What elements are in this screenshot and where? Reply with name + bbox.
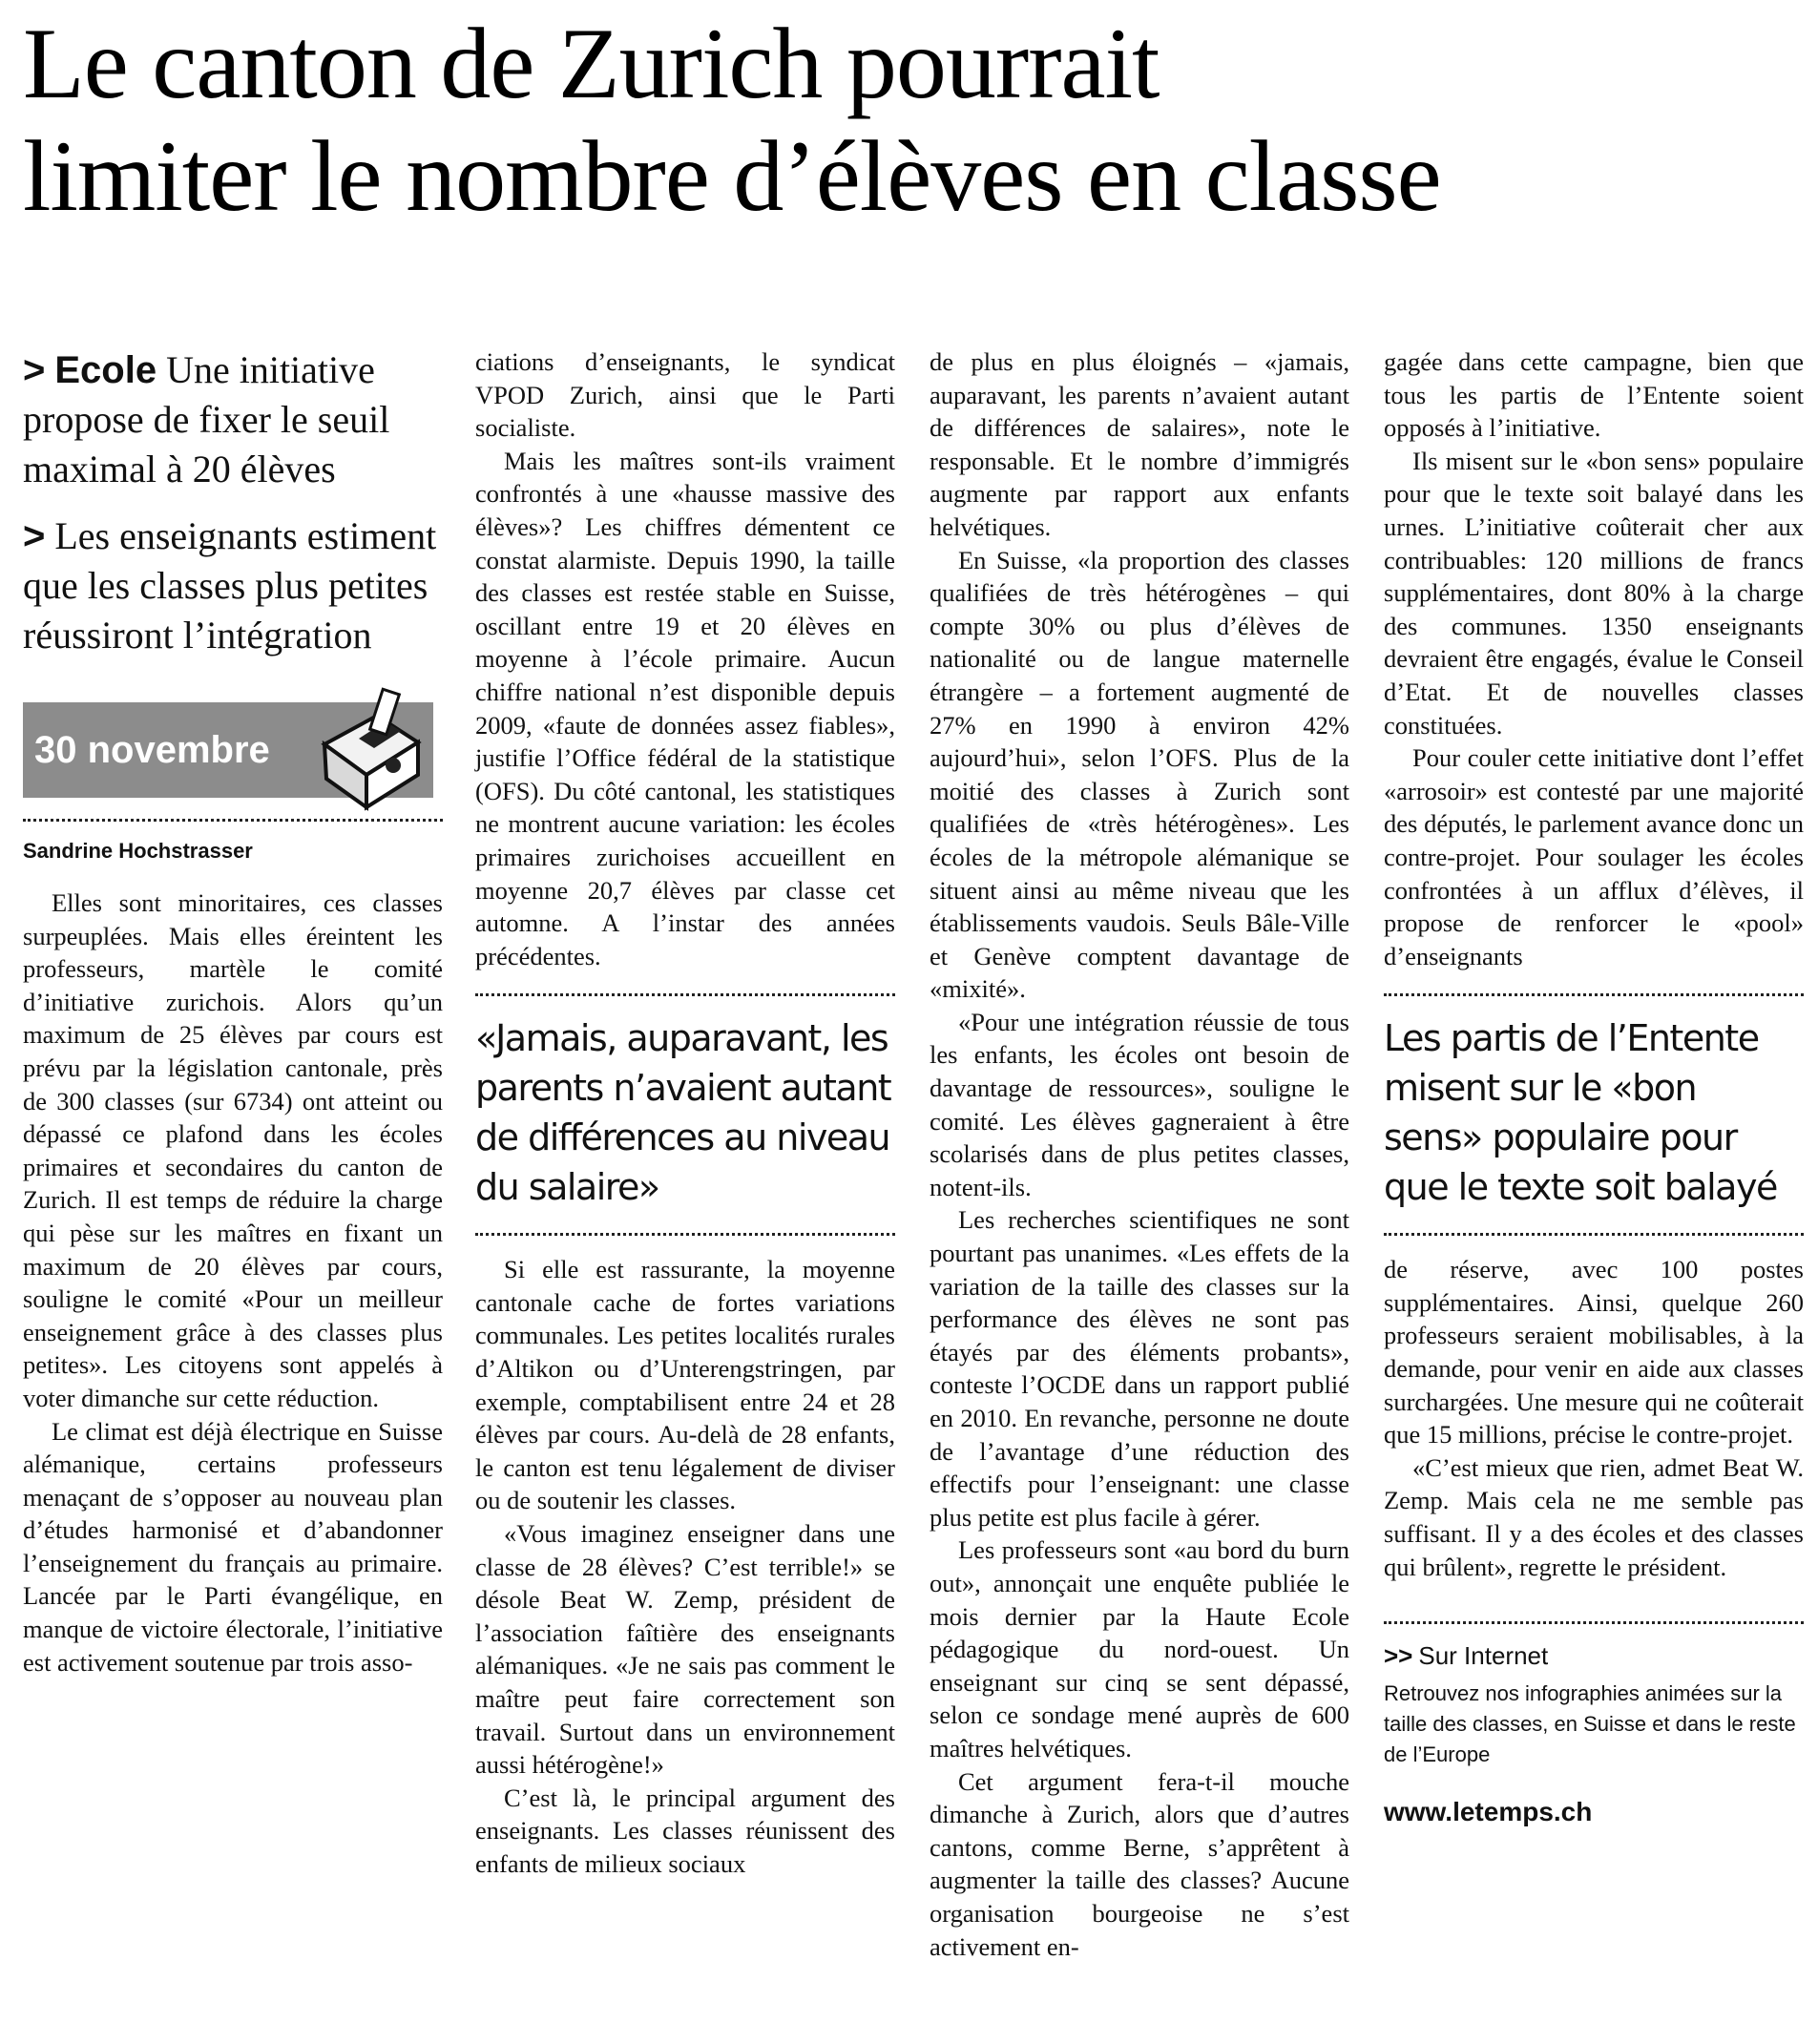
article-body-col2-top xyxy=(475,345,895,972)
paragraph: «C’est mieux que rien, admet Beat W. Zemp. Mais cela ne me semble pas suffisant. Il y a des écoles et des classes qui brûlent», regrette le président. xyxy=(1384,1452,1804,1581)
lead-arrow: > xyxy=(23,515,46,557)
ballot-box-icon xyxy=(305,687,429,811)
chevron-right-icon: >> xyxy=(1384,1641,1413,1671)
internet-sidebar xyxy=(1384,1641,1804,1827)
paragraph: Les professeurs sont «au bord du burn out», annonçait une enquête publiée le mois dernier par la Haute Ecole pédagogique du nord-ouest. Un enseignant sur cinq se sent dépassé, selon ce sondage mené auprès de 600 maîtres helvétiques. xyxy=(930,1535,1349,1762)
paragraph: Pour couler cette initiative dont l’effet «arrosoir» est contesté par une majorité des députés, le parlement avance donc un contre-projet. Pour soulager les écoles confrontées à un afflux d’élèves, il propose de renforcer le «pool» d’enseignants xyxy=(1384,743,1804,970)
lead-summary xyxy=(23,345,443,660)
article-body-col2-bottom xyxy=(475,1253,895,1880)
paragraph: «Vous imaginez enseigner dans une classe de 28 élèves? C’est terrible!» se désole Beat W. Zemp, président de l’association faîtière des enseignants alémaniques. «Je ne sais pas comment le maître peut faire correctement son travail. Surtout dans un environnement aussi hétérogène!» xyxy=(475,1519,895,1780)
divider xyxy=(1384,1621,1804,1624)
pull-quote: «Jamais, auparavant, les parents n’avaient autant de différences au niveau du salaire» xyxy=(475,1017,891,1209)
paragraph: Ils misent sur le «bon sens» populaire pour que le texte soit balayé dans les urnes. L’initiative coûterait cher aux contribuables: 120 millions de francs supplémentaires, dont 80% à la charge des communes. 1350 enseignants devraient être engagés, évalue le Conseil d’Etat. Et de nouvelles classes constituées. xyxy=(1384,446,1804,740)
headline xyxy=(23,8,1798,233)
article-body-col3 xyxy=(930,345,1349,1963)
article-body-col4-bottom xyxy=(1384,1253,1804,1583)
lead-item-2-text: Les enseignants estiment que les classes plus petites réussiront l’intégration xyxy=(23,514,437,657)
paragraph: Cet argument fera-t-il mouche dimanche à Zurich, alors que d’autres cantons, comme Berne, s’apprêtent à augmenter la taille des classes? Aucune organisation bourgeoise ne s’est activement en- xyxy=(930,1766,1349,1961)
lead-item-1-text: Une initiative propose de fixer le seuil maximal à 20 élèves xyxy=(23,348,390,490)
paragraph: Si elle est rassurante, la moyenne cantonale cache de fortes variations communales. Les petites localités rurales d’Altikon ou d’Unterengstringen, par exemple, comptabilisent entre 24 et 28 élèves par cours. Au-delà de 28 enfants, le canton est tenu légalement de diviser ou de soutenir les classes. xyxy=(475,1255,895,1515)
paragraph: «Pour une intégration réussie de tous les enfants, les écoles ont besoin de davantage de ressources», souligne le comité. Les élèves gagneraient à être scolarisés dans de plus petites classes, notent-ils. xyxy=(930,1007,1349,1201)
headline-line-2: limiter le nombre d’élèves en classe xyxy=(23,120,1441,232)
lead-keyword: Ecole xyxy=(54,349,157,391)
website-link[interactable]: www.letemps.ch xyxy=(1384,1797,1593,1827)
column-4 xyxy=(1384,345,1804,1827)
paragraph: Elles sont minoritaires, ces classes surpeuplées. Mais elles éreintent les professeurs, martèle le comité d’initiative zurichois. Alors qu’un maximum de 25 élèves par cours est prévu par la législation cantonale, près de 300 classes (sur 6734) ont atteint ou dépassé ce plafond dans les écoles primaires et secondaires du canton de Zurich. Il est temps de réduire la charge qui pèse sur les maîtres en fixant un maximum de 20 élèves par cours, souligne le comité «Pour un meilleur enseignement grâce à des classes plus petites». Les citoyens sont appelés à voter dimanche sur cette réduction. xyxy=(23,888,443,1412)
divider xyxy=(1384,1233,1804,1236)
lead-item-1 xyxy=(23,345,443,494)
internet-sidebar-label: Sur Internet xyxy=(1418,1641,1549,1671)
paragraph: Le climat est déjà électrique en Suisse alémanique, certains professeurs menaçant de s’opposer au nouveau plan d’études harmonisé et d’abandonner l’enseignement du français au primaire. Lancée par le Parti évangélique, en manque de victoire électorale, l’initiative est activement soutenue par trois asso- xyxy=(23,1416,443,1677)
divider xyxy=(475,1233,895,1236)
column-2 xyxy=(475,345,895,1881)
paragraph: Mais les maîtres sont-ils vraiment confrontés à une «hausse massive des élèves»? Les chiffres démentent ce constat alarmiste. Depuis 1990, la taille des classes est restée stable en Suisse, oscillant entre 19 et 20 élèves en moyenne à l’école primaire. Aucun chiffre national n’est disponible depuis 2009, «faute de données assez fiables», justifie l’Office fédéral de la statistique (OFS). Du côté cantonal, les statistiques ne montrent aucune variation: les écoles primaires zurichoises accueillent en moyenne 20,7 élèves par classe cet automne. A l’instar des années précédentes. xyxy=(475,446,895,970)
lead-item-2 xyxy=(23,511,443,660)
article-body-col4-top xyxy=(1384,345,1804,972)
pull-quote: Les partis de l’Entente misent sur le «bon sens» populaire pour que le texte soit balayé xyxy=(1384,1017,1777,1209)
paragraph: En Suisse, «la proportion des classes qualifiées de très hétérogènes – qui compte 30% ou plus d’élèves de nationalité ou de langue maternelle étrangère – a fortement augmenté de 27% en 1990 à environ 42% aujourd’hui», selon l’OFS. Plus de la moitié des classes à Zurich sont qualifiées de «très hétérogènes». Les écoles de la métropole alémanique se situent ainsi au même niveau que les établissements vaudois. Seuls Bâle-Ville et Genève comptent davantage de «mixité». xyxy=(930,545,1349,1004)
divider xyxy=(23,819,443,822)
date-label: 30 novembre xyxy=(34,728,270,771)
column-3 xyxy=(930,345,1349,1963)
divider xyxy=(1384,993,1804,996)
paragraph: de réserve, avec 100 postes supplémentaires. Ainsi, quelque 260 professeurs seraient mobilisables, à la demande, pour venir en aide aux classes surchargées. Une mesure qui ne coûterait que 15 millions, précise le contre-projet. xyxy=(1384,1255,1804,1450)
article-body-col1 xyxy=(23,886,443,1679)
internet-sidebar-title xyxy=(1384,1641,1804,1671)
date-banner xyxy=(23,702,433,798)
headline-line-1: Le canton de Zurich pourrait xyxy=(23,8,1160,119)
divider xyxy=(475,993,895,996)
lead-arrow: > xyxy=(23,349,46,391)
paragraph: C’est là, le principal argument des enseignants. Les classes réunissent des enfants de milieux sociaux xyxy=(475,1783,895,1878)
paragraph: gagée dans cette campagne, bien que tous les partis de l’Entente soient opposés à l’initiative. xyxy=(1384,347,1804,443)
column-1 xyxy=(23,345,443,1679)
paragraph: de plus en plus éloignés – «jamais, auparavant, les parents n’avaient autant de différences de salaires», note le responsable. Et le nombre d’immigrés augmente par rapport aux enfants helvétiques. xyxy=(930,347,1349,541)
paragraph: ciations d’enseignants, le syndicat VPOD Zurich, ainsi que le Parti socialiste. xyxy=(475,347,895,443)
byline: Sandrine Hochstrasser xyxy=(23,839,253,863)
internet-sidebar-text: Retrouvez nos infographies animées sur la taille des classes, en Suisse et dans le reste de l’Europe xyxy=(1384,1681,1796,1767)
paragraph: Les recherches scientifiques ne sont pourtant pas unanimes. «Les effets de la variation de la taille des classes sur la performance des élèves ne sont pas étayés par des éléments probants», conteste l’OCDE dans un rapport publié en 2010. En revanche, personne ne doute de l’avantage d’une réduction des effectifs pour l’enseignant: une classe plus petite est plus facile à gérer. xyxy=(930,1205,1349,1532)
